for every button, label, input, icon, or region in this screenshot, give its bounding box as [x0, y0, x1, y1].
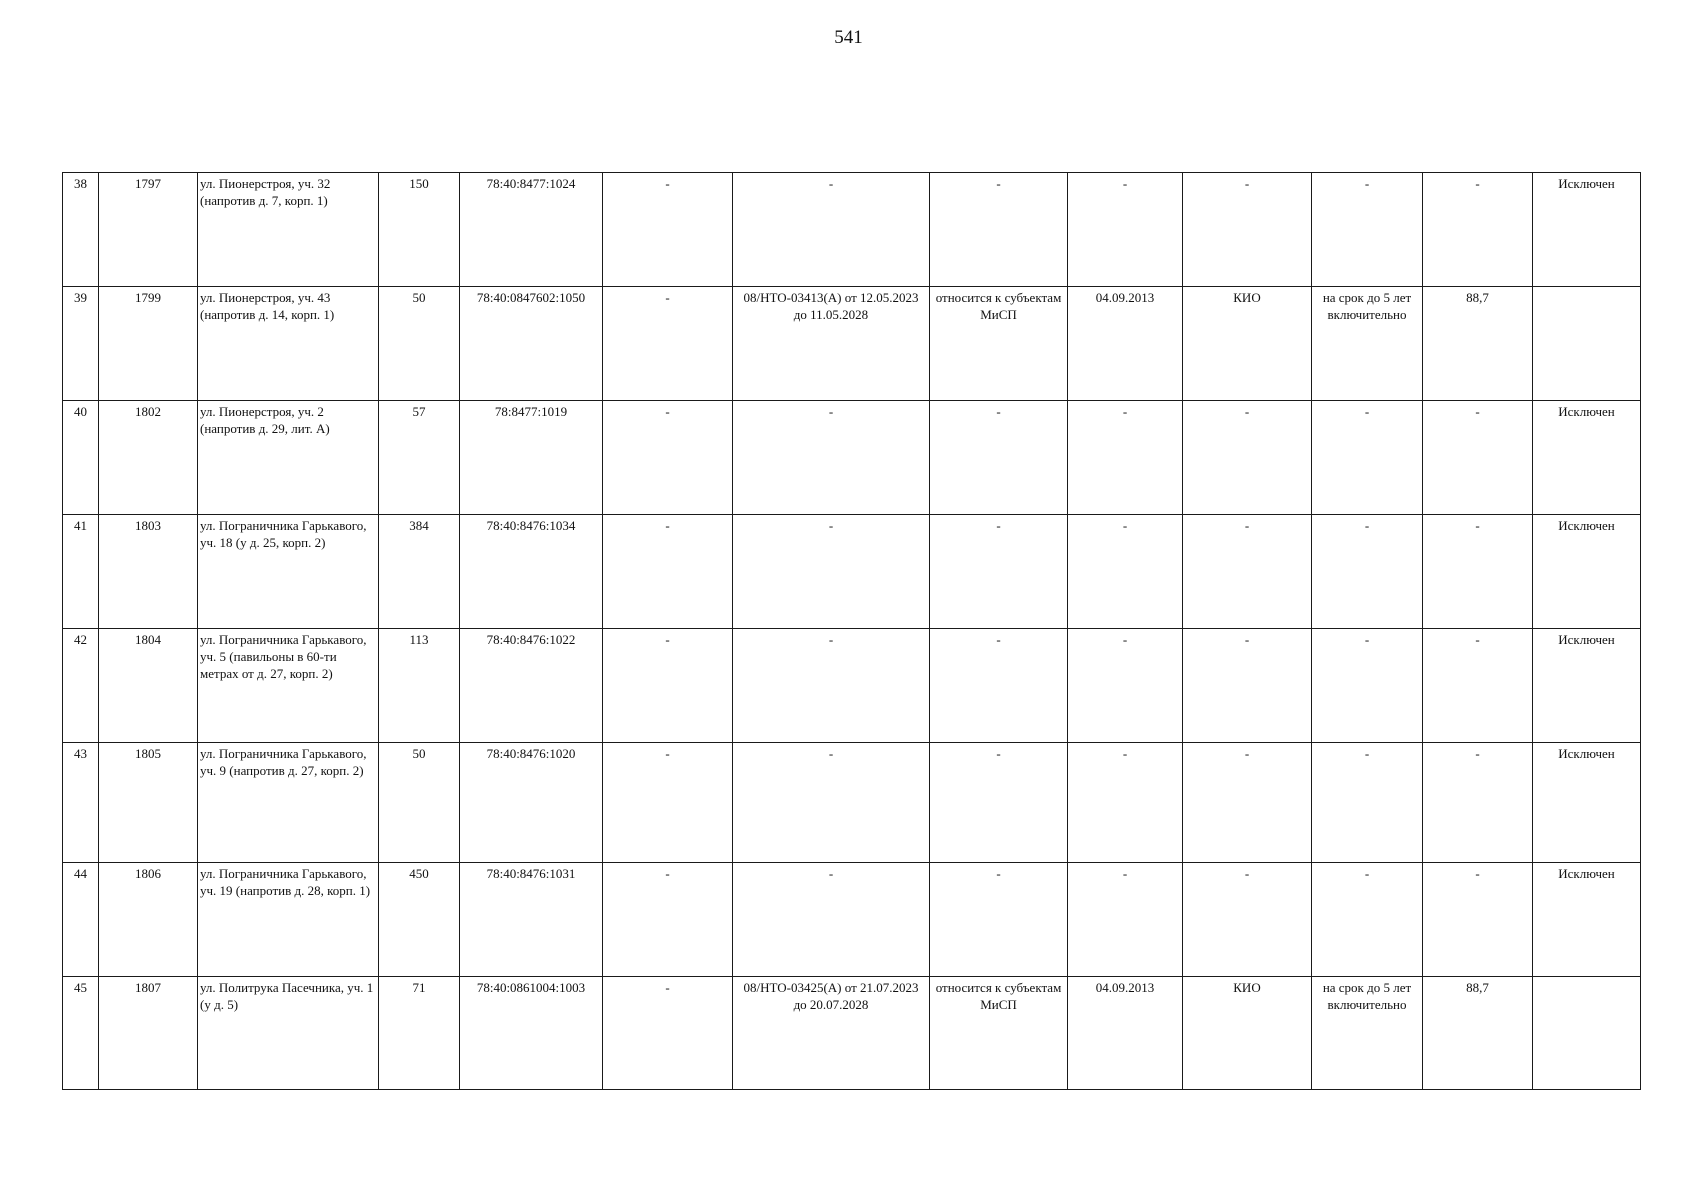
cell-msp-status: -	[930, 863, 1068, 977]
cell-area: 150	[379, 173, 460, 287]
cell-authority: -	[1183, 743, 1312, 863]
table-row	[63, 401, 1641, 515]
cell-area: 384	[379, 515, 460, 629]
cell-date: -	[1068, 515, 1183, 629]
cell-value: 88,7	[1423, 977, 1533, 1090]
registry-table	[62, 172, 1641, 1090]
cell-authority: -	[1183, 629, 1312, 743]
cell-note: Исключен	[1533, 863, 1641, 977]
table-row	[63, 977, 1641, 1090]
cell-term: -	[1312, 743, 1423, 863]
cell-area: 450	[379, 863, 460, 977]
cell-note: Исключен	[1533, 173, 1641, 287]
cell-date: -	[1068, 401, 1183, 515]
cell-cadastral-number: 78:40:0861004:1003	[460, 977, 603, 1090]
cell-area: 113	[379, 629, 460, 743]
cell-value: -	[1423, 173, 1533, 287]
cell-term: -	[1312, 863, 1423, 977]
cell-cadastral-number: 78:8477:1019	[460, 401, 603, 515]
cell-registry-number: 1797	[99, 173, 198, 287]
cell-date: -	[1068, 173, 1183, 287]
cell-value: -	[1423, 863, 1533, 977]
cell-contract: -	[733, 401, 930, 515]
cell-note: Исключен	[1533, 401, 1641, 515]
cell-registry-number: 1804	[99, 629, 198, 743]
cell-col6: -	[603, 401, 733, 515]
cell-value: -	[1423, 743, 1533, 863]
cell-number: 38	[63, 173, 99, 287]
cell-registry-number: 1803	[99, 515, 198, 629]
cell-col6: -	[603, 287, 733, 401]
cell-value: 88,7	[1423, 287, 1533, 401]
cell-address: ул. Пионерстроя, уч. 2 (напротив д. 29, лит. А)	[198, 401, 379, 515]
cell-registry-number: 1806	[99, 863, 198, 977]
cell-area: 57	[379, 401, 460, 515]
cell-address: ул. Пионерстроя, уч. 43 (напротив д. 14, корп. 1)	[198, 287, 379, 401]
cell-msp-status: -	[930, 173, 1068, 287]
cell-msp-status: относится к субъектам МиСП	[930, 977, 1068, 1090]
cell-authority: -	[1183, 863, 1312, 977]
cell-contract: 08/НТО-03413(А) от 12.05.2023 до 11.05.2028	[733, 287, 930, 401]
cell-term: -	[1312, 401, 1423, 515]
cell-number: 42	[63, 629, 99, 743]
cell-term: на срок до 5 лет включительно	[1312, 287, 1423, 401]
cell-registry-number: 1802	[99, 401, 198, 515]
cell-area: 50	[379, 287, 460, 401]
cell-registry-number: 1807	[99, 977, 198, 1090]
registry-table-wrapper	[62, 172, 1641, 1090]
cell-registry-number: 1805	[99, 743, 198, 863]
cell-date: 04.09.2013	[1068, 977, 1183, 1090]
cell-contract: -	[733, 863, 930, 977]
cell-contract: -	[733, 515, 930, 629]
cell-msp-status: -	[930, 743, 1068, 863]
cell-value: -	[1423, 515, 1533, 629]
cell-date: 04.09.2013	[1068, 287, 1183, 401]
cell-cadastral-number: 78:40:0847602:1050	[460, 287, 603, 401]
cell-contract: -	[733, 173, 930, 287]
cell-number: 39	[63, 287, 99, 401]
cell-msp-status: относится к субъектам МиСП	[930, 287, 1068, 401]
cell-col6: -	[603, 515, 733, 629]
cell-number: 43	[63, 743, 99, 863]
cell-col6: -	[603, 629, 733, 743]
cell-note	[1533, 287, 1641, 401]
cell-term: -	[1312, 173, 1423, 287]
cell-address: ул. Пионерстроя, уч. 32 (напротив д. 7, корп. 1)	[198, 173, 379, 287]
cell-term: -	[1312, 515, 1423, 629]
cell-cadastral-number: 78:40:8476:1034	[460, 515, 603, 629]
page-number: 541	[834, 27, 863, 48]
cell-col6: -	[603, 743, 733, 863]
cell-col6: -	[603, 173, 733, 287]
table-row	[63, 173, 1641, 287]
cell-authority: -	[1183, 401, 1312, 515]
cell-cadastral-number: 78:40:8476:1020	[460, 743, 603, 863]
cell-area: 50	[379, 743, 460, 863]
cell-cadastral-number: 78:40:8477:1024	[460, 173, 603, 287]
cell-note: Исключен	[1533, 515, 1641, 629]
cell-msp-status: -	[930, 515, 1068, 629]
table-row	[63, 863, 1641, 977]
cell-value: -	[1423, 401, 1533, 515]
cell-term: на срок до 5 лет включительно	[1312, 977, 1423, 1090]
cell-date: -	[1068, 743, 1183, 863]
cell-contract: -	[733, 743, 930, 863]
cell-address: ул. Пограничника Гарькавого, уч. 18 (у д. 25, корп. 2)	[198, 515, 379, 629]
cell-col6: -	[603, 863, 733, 977]
cell-authority: -	[1183, 515, 1312, 629]
cell-date: -	[1068, 863, 1183, 977]
cell-msp-status: -	[930, 629, 1068, 743]
cell-number: 41	[63, 515, 99, 629]
cell-contract: 08/НТО-03425(А) от 21.07.2023 до 20.07.2028	[733, 977, 930, 1090]
cell-note	[1533, 977, 1641, 1090]
cell-area: 71	[379, 977, 460, 1090]
cell-number: 45	[63, 977, 99, 1090]
cell-contract: -	[733, 629, 930, 743]
table-row	[63, 629, 1641, 743]
cell-address: ул. Пограничника Гарькавого, уч. 9 (напротив д. 27, корп. 2)	[198, 743, 379, 863]
cell-authority: КИО	[1183, 977, 1312, 1090]
cell-note: Исключен	[1533, 743, 1641, 863]
cell-authority: КИО	[1183, 287, 1312, 401]
cell-registry-number: 1799	[99, 287, 198, 401]
cell-number: 40	[63, 401, 99, 515]
cell-address: ул. Пограничника Гарькавого, уч. 5 (павильоны в 60-ти метрах от д. 27, корп. 2)	[198, 629, 379, 743]
cell-value: -	[1423, 629, 1533, 743]
table-row	[63, 287, 1641, 401]
cell-address: ул. Политрука Пасечника, уч. 1 (у д. 5)	[198, 977, 379, 1090]
cell-note: Исключен	[1533, 629, 1641, 743]
cell-term: -	[1312, 629, 1423, 743]
cell-msp-status: -	[930, 401, 1068, 515]
cell-col6: -	[603, 977, 733, 1090]
cell-cadastral-number: 78:40:8476:1022	[460, 629, 603, 743]
cell-authority: -	[1183, 173, 1312, 287]
cell-address: ул. Пограничника Гарькавого, уч. 19 (напротив д. 28, корп. 1)	[198, 863, 379, 977]
cell-cadastral-number: 78:40:8476:1031	[460, 863, 603, 977]
table-row	[63, 515, 1641, 629]
table-row	[63, 743, 1641, 863]
cell-date: -	[1068, 629, 1183, 743]
cell-number: 44	[63, 863, 99, 977]
